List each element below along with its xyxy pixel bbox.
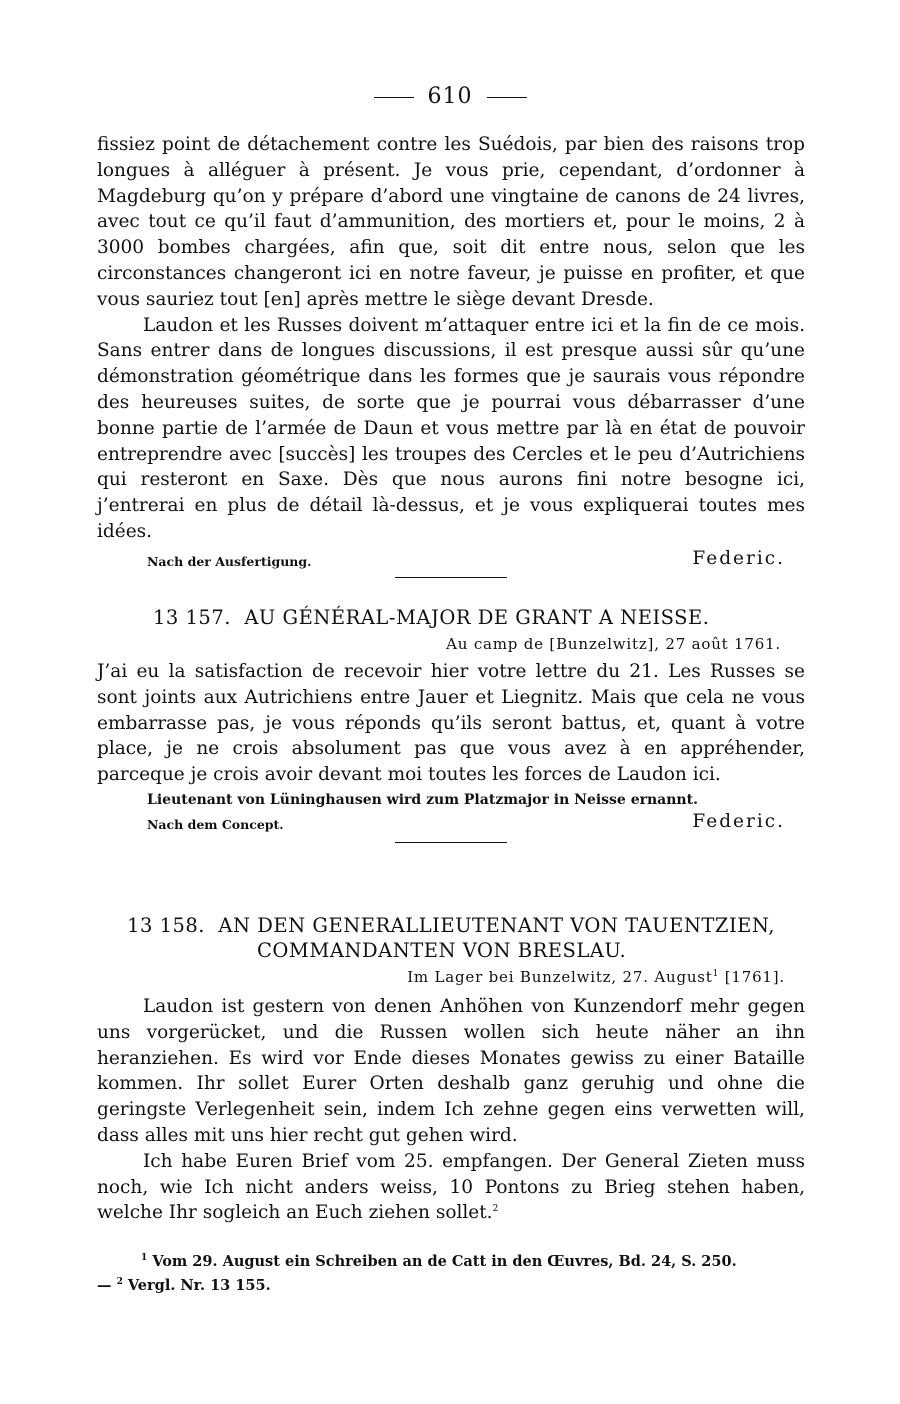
letter-year: [1761]. [724, 968, 785, 986]
closing-row [97, 545, 805, 571]
footnote-text: Vergl. Nr. 13 155. [127, 1277, 271, 1294]
section-rule [395, 842, 507, 843]
paragraph [97, 1149, 805, 1226]
footnote-text: Vom 29. August ein Schreiben an de Catt in den Œuvres, Bd. 24, S. 250. [152, 1253, 737, 1270]
page-number: 610 [427, 84, 473, 109]
page-header [0, 84, 900, 109]
section-rule [395, 577, 507, 578]
letter-recipient-line1: AN DEN GENERALLIEUTENANT VON TAUENTZIEN, [218, 914, 775, 937]
letter-heading [97, 606, 805, 629]
dateline [97, 968, 805, 986]
letter-recipient: AU GÉNÉRAL-MAJOR DE GRANT A NEISSE. [244, 606, 710, 629]
paragraph: Laudon ist gestern von denen Anhöhen von Kunzendorf mehr gegen uns vorgerücket, und die Russen wollen sich heute näher an ihn heranziehen. Es wird vor Ende dieses Monates gewiss zu einer Bataille kommen. Ihr sollet Eurer Orten deshalb ganz geruhig und ohne die geringste Verlegenheit sein, indem Ich zehne gegen eins verwetten will, dass alles mit uns hier recht gut gehen wird. [97, 996, 805, 1146]
footnote [97, 1274, 805, 1298]
footnote-ref: 1 [712, 969, 720, 979]
footnote [97, 1250, 805, 1274]
source-note: Nach der Ausfertigung. [147, 553, 312, 569]
header-dash-right [487, 97, 527, 98]
letter-number: 13 157. [153, 606, 231, 629]
dateline [97, 635, 805, 653]
letter-13158 [97, 914, 805, 1226]
paragraph: Laudon et les Russes doivent m’attaquer entre ici et la fin de ce mois. Sans entrer dans de longues discussions, il est presque aussi sûr qu’une démonstration géométrique dans les formes que je saurais vous répondre des heureuses suites, de sorte que je pourrai vous débarrasser d’une bonne partie de l’armée de Daun et vous mettre par là en état de pouvoir entreprendre avec [succès] les troupes des Cercles et le peu d’Autrichiens qui resteront en Saxe. Dès que nous aurons fini notre besogne ici, j’entrerai en plus de détail là-dessus, et je vous expliquerai toutes mes idées. [97, 314, 805, 542]
paragraph: fissiez point de détachement contre les Suédois, par bien des raisons trop longues à alléguer à présent. Je vous prie, cependant, d’ordonner à Magdeburg qu’on y prépare d’abord une vingtaine de canons de 24 livres, avec tout ce qu’il faut d’ammunition, des mortiers et, pour le moins, 2 à 3000 bombes chargées, afin que, soit dit entre nous, selon que les circonstances changeront ici en notre faveur, je puisse en profiter, et que vous sauriez tout [en] après mettre le siège devant Dresde. [97, 134, 805, 310]
footnote-mark: 1 [141, 1253, 148, 1264]
letter-continuation [97, 132, 805, 578]
footnotes [97, 1250, 805, 1298]
footnote-mark: 2 [116, 1277, 123, 1288]
letter-number: 13 158. [127, 914, 205, 937]
footnote-dash: — [97, 1277, 112, 1294]
editorial-note: Lieutenant von Lüninghausen wird zum Platzmajor in Neisse ernannt. [147, 791, 698, 808]
letter-place: Au camp de [Bunzelwitz], [446, 635, 660, 653]
letter-date: 27. August [622, 968, 713, 986]
header-dash-left [374, 97, 414, 98]
letter-place: Im Lager bei Bunzelwitz, [407, 968, 617, 986]
signature: Federic. [692, 810, 785, 832]
letter-heading [97, 914, 805, 937]
footnote-ref: 2 [492, 1204, 499, 1215]
paragraph-text: Ich habe Euren Brief vom 25. empfangen. Der General Zieten muss noch, wie Ich nicht anders weiss, 10 Pontons zu Brieg stehen haben, welche Ihr sogleich an Euch ziehen sollet. [97, 1150, 805, 1224]
letter-recipient-line2: COMMANDANTEN VON BRESLAU. [257, 939, 627, 962]
source-note: Nach dem Concept. [147, 816, 284, 832]
signature: Federic. [692, 547, 785, 569]
paragraph: J’ai eu la satisfaction de recevoir hier votre lettre du 21. Les Russes se sont joints aux Autrichiens entre Jauer et Liegnitz. Mais que cela ne vous embarrasse pas, je vous réponds qu’ils seront battus, et, quant à votre place, je ne crois absolument pas que vous avez à en appréhender, parceque je crois avoir devant moi toutes les forces de Laudon ici. [97, 661, 805, 786]
letter-date: 27 août 1761. [665, 635, 781, 653]
letter-13157 [97, 606, 805, 843]
closing-row [97, 808, 805, 834]
